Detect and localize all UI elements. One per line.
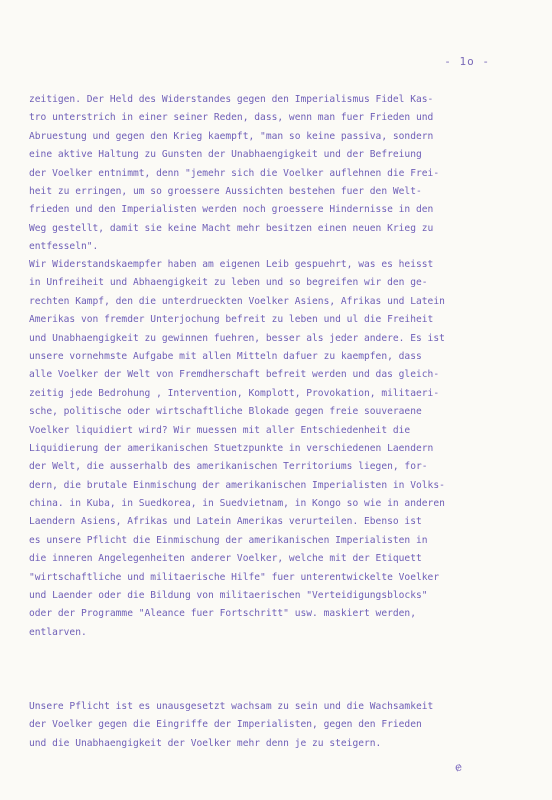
text-line: die inneren Angelegenheiten anderer Voelker, welche mit der Etiquett xyxy=(29,553,422,565)
text-line: alle Voelker der Welt von Fremdherschaft befreit werden und das gleich- xyxy=(29,369,440,381)
text-line: zeitig jede Bedrohung , Intervention, Komplott, Provokation, militaeri- xyxy=(29,387,440,399)
text-line: entfesseln". xyxy=(29,241,99,253)
text-line: oder der Programme "Aleance fuer Fortschritt" usw. maskiert werden, xyxy=(29,608,416,620)
paragraph-2 xyxy=(29,256,534,642)
text-line: es unsere Pflicht die Einmischung der amerikanischen Imperialisten in xyxy=(29,534,428,546)
text-line: entlarven. xyxy=(29,626,87,638)
text-line: Wir Widerstandskaempfer haben am eigenen Leib gespuehrt, was es heisst xyxy=(29,259,434,270)
text-line: Liquidierung der amerikanischen Stuetzpunkte in verschiedenen Laendern xyxy=(29,442,434,454)
text-line: Laendern Asiens, Afrikas und Latein Amerikas verurteilen. Ebenso ist xyxy=(29,516,422,528)
text-line: der Voelker entnimmt, denn "jemehr sich die Voelker auflehnen die Frei- xyxy=(29,167,440,179)
text-line: und die Unabhaengigkeit der Voelker mehr denn je zu steigern. xyxy=(29,737,382,749)
text-line: Unsere Pflicht ist es unausgesetzt wachsam zu sein und die Wachsamkeit xyxy=(29,701,434,712)
text-line: frieden und den Imperialisten werden noch groessere Hindernisse in den xyxy=(29,204,434,216)
paragraph-3 xyxy=(29,698,534,753)
text-line: dern, die brutale Einmischung der amerikanischen Imperialisten in Volks- xyxy=(29,479,445,491)
text-line: sche, politische oder wirtschaftliche Blokade gegen freie souveraene xyxy=(29,406,422,418)
text-line: china. in Kuba, in Suedkorea, in Suedvietnam, in Kongo so wie in anderen xyxy=(29,498,445,510)
text-line: in Unfreiheit und Abhaengigkeit zu leben und so begreifen wir den ge- xyxy=(29,277,428,289)
text-line: der Voelker gegen die Eingriffe der Imperialisten, gegen den Frieden xyxy=(29,719,422,731)
text-line: unsere vornehmste Aufgabe mit allen Mitteln dafuer zu kaempfen, dass xyxy=(29,350,422,362)
text-line: heit zu erringen, um so groessere Aussichten bestehen fuer den Welt- xyxy=(29,185,422,197)
text-line: rechten Kampf, den die unterdrueckten Voelker Asiens, Afrikas und Latein xyxy=(29,295,445,307)
text-line: Voelker liquidiert wird? Wir muessen mit aller Entschiedenheit die xyxy=(29,424,411,436)
text-line: und Unabhaengigkeit zu gewinnen fuehren, besser als jeder andere. Es ist xyxy=(29,332,445,344)
text-line: Abruestung und gegen den Krieg kaempft, "man so keine passiva, sondern xyxy=(29,130,434,142)
text-line: Weg gestellt, damit sie keine Macht mehr besitzen einen neuen Krieg zu xyxy=(29,222,434,234)
handwritten-mark: ɇ xyxy=(455,760,463,774)
text-line: der Welt, die ausserhalb des amerikanischen Territoriums liegen, for- xyxy=(29,461,428,473)
text-line: zeitigen. Der Held des Widerstandes gegen den Imperialismus Fidel Kas- xyxy=(29,94,434,105)
text-line: tro unterstrich in einer seiner Reden, dass, wenn man fuer Frieden und xyxy=(29,112,434,124)
page-number: - 1o - xyxy=(444,55,490,68)
text-line: "wirtschaftliche und militaerische Hilfe" fuer unterentwickelte Voelker xyxy=(29,571,440,583)
text-line: eine aktive Haltung zu Gunsten der Unabhaengigkeit und der Befreiung xyxy=(29,149,422,161)
paragraph-1 xyxy=(29,91,534,257)
text-line: und Laender oder die Bildung von militaerischen "Verteidigungsblocks" xyxy=(29,590,428,602)
text-line: Amerikas von fremder Unterjochung befreit zu leben und ul die Freiheit xyxy=(29,314,434,326)
